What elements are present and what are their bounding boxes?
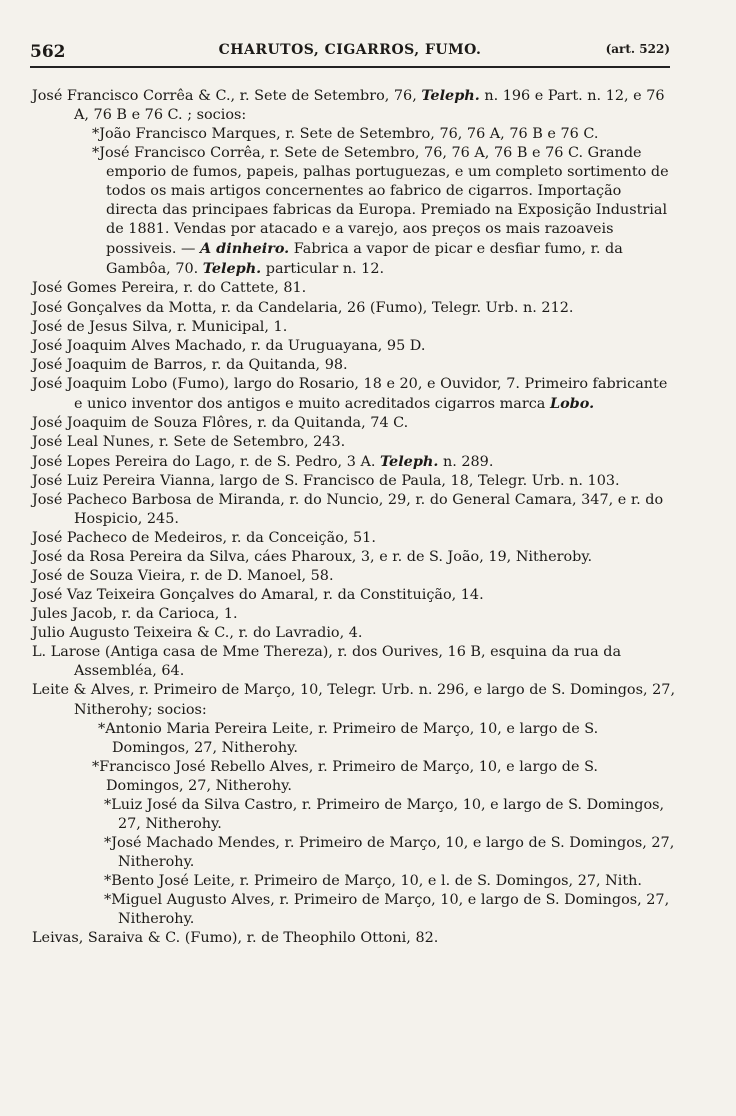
directory-entry [30, 529, 676, 548]
entry-text: *José Francisco Corrêa, r. Sete de Setembro, 76, 76 A, 76 B e 76 C. Grande emporio de fumos, papeis, palhas portuguezas, e um completo sortimento de todos os mais artigos concernentes ao fabrico de cigarros. Importação directa das principaes fabricas da Europa. Premiado na Exposição Industrial de 1881. Vendas por atacado e a varejo, aos preços os mais razoaveis possiveis. — [92, 145, 669, 258]
directory-entry [30, 548, 676, 567]
entry-text: *Luiz José da Silva Castro, r. Primeiro de Março, 10, e largo de S. Domingos, 27, Nitherohy. [104, 796, 665, 832]
entry-text: José da Rosa Pereira da Silva, cáes Pharoux, 3, e r. de S. João, 19, Nitheroby. [32, 549, 593, 566]
directory-entry [30, 375, 676, 414]
directory-entry [30, 624, 676, 643]
partner-entry [62, 796, 676, 834]
partner-entry [56, 720, 676, 758]
partner-entry [50, 758, 676, 796]
entry-text: Jules Jacob, r. da Carioca, 1. [32, 606, 238, 623]
directory-entries [30, 86, 676, 948]
entry-text: n. 289. [442, 453, 494, 470]
entry-italic-text: Teleph. [202, 260, 262, 278]
entry-text: José Pacheco de Medeiros, r. da Conceição, 51. [32, 530, 376, 547]
entry-text: *Bento José Leite, r. Primeiro de Março, 10, e l. de S. Domingos, 27, Nith. [104, 872, 642, 889]
entry-text: José Gonçalves da Motta, r. da Candelaria, 26 (Fumo), Telegr. Urb. n. 212. [32, 299, 574, 316]
directory-entry [30, 491, 676, 529]
running-title: CHARUTOS, CIGARROS, FUMO. [218, 42, 482, 58]
entry-text: José Lopes Pereira do Lago, r. de S. Pedro, 3 A. [32, 453, 376, 470]
directory-entry [30, 279, 676, 298]
directory-entry [30, 681, 676, 719]
entry-text: José Pacheco Barbosa de Miranda, r. do Nuncio, 29, r. do General Camara, 347, e r. do Hospicio, 245. [32, 491, 664, 528]
entry-text: Leivas, Saraiva & C. (Fumo), r. de Theophilo Ottoni, 82. [32, 930, 439, 947]
entry-text: *Antonio Maria Pereira Leite, r. Primeiro de Março, 10, e largo de S. Domingos, 27, Nitherohy. [98, 720, 599, 756]
entry-text: José Francisco Corrêa & C., r. Sete de Setembro, 76, [32, 88, 417, 104]
directory-entry [30, 929, 676, 948]
page-number: 562 [30, 42, 66, 62]
directory-entry [30, 605, 676, 624]
directory-entry [30, 414, 676, 433]
entry-italic-text: Teleph. [379, 452, 439, 470]
entry-text: Julio Augusto Teixeira & C., r. do Lavradio, 4. [32, 625, 363, 642]
directory-entry [30, 318, 676, 337]
entry-text: *Miguel Augusto Alves, r. Primeiro de Março, 10, e largo de S. Domingos, 27, Nitherohy. [104, 891, 670, 928]
entry-text: José Gomes Pereira, r. do Cattete, 81. [32, 280, 307, 297]
entry-text: *João Francisco Marques, r. Sete de Setembro, 76, 76 A, 76 B e 76 C. [92, 126, 599, 143]
entry-text: José Luiz Pereira Vianna, largo de S. Francisco de Paula, 18, Telegr. Urb. n. 103. [32, 472, 620, 489]
partner-entry [62, 872, 676, 891]
directory-entry [30, 586, 676, 605]
entry-text: José Joaquim Lobo (Fumo), largo do Rosario, 18 e 20, e Ouvidor, 7. Primeiro fabricante e unico inventor dos antigos e muito acreditados cigarros marca [32, 375, 668, 412]
partner-entry [50, 144, 676, 279]
entry-text: José Joaquim de Souza Flôres, r. da Quitanda, 74 C. [32, 414, 409, 431]
directory-entry [30, 337, 676, 356]
entry-text: José Joaquim Alves Machado, r. da Uruguayana, 95 D. [32, 337, 426, 354]
entry-text: José de Souza Vieira, r. de D. Manoel, 58. [32, 568, 334, 585]
entry-text: José Joaquim de Barros, r. da Quitanda, 98. [32, 356, 348, 373]
directory-entry [30, 452, 676, 472]
directory-entry [30, 356, 676, 375]
directory-entry [30, 472, 676, 491]
entry-text: particular n. 12. [265, 261, 385, 278]
article-reference: (art. 522) [605, 42, 670, 56]
partner-entry [62, 834, 676, 872]
entry-text: n. 196 e Part. n. 12, e 76 A, 76 B e 76 C. ; socios: [74, 88, 665, 124]
directory-entry [30, 567, 676, 586]
entry-italic-text: Lobo. [549, 394, 595, 412]
entry-text: José Leal Nunes, r. Sete de Setembro, 243. [32, 433, 346, 450]
directory-entry [30, 86, 676, 125]
entry-text: *José Machado Mendes, r. Primeiro de Março, 10, e largo de S. Domingos, 27, Nitherohy. [104, 834, 675, 870]
directory-entry [30, 433, 676, 452]
directory-entry [30, 299, 676, 318]
entry-text: *Francisco José Rebello Alves, r. Primeiro de Março, 10, e largo de S. Domingos, 27, Nitherohy. [92, 758, 599, 794]
entry-text: Fabrica a vapor de picar e desfiar fumo, r. da Gambôa, 70. [106, 241, 623, 278]
partner-entry [62, 891, 676, 929]
page-header [30, 40, 670, 68]
entry-italic-text: A dinheiro. [200, 240, 290, 258]
entry-text: Leite & Alves, r. Primeiro de Março, 10, Telegr. Urb. n. 296, e largo de S. Domingos, 27, Nitherohy; socios: [32, 682, 676, 718]
entry-text: José Vaz Teixeira Gonçalves do Amaral, r. da Constituição, 14. [32, 587, 484, 604]
directory-entry [30, 643, 676, 681]
entry-text: José de Jesus Silva, r. Municipal, 1. [32, 318, 288, 335]
entry-text: L. Larose (Antiga casa de Mme Thereza), r. dos Ourives, 16 B, esquina da rua da Assembléa, 64. [32, 644, 622, 680]
partner-entry [50, 125, 676, 144]
entry-italic-text: Teleph. [421, 87, 480, 104]
